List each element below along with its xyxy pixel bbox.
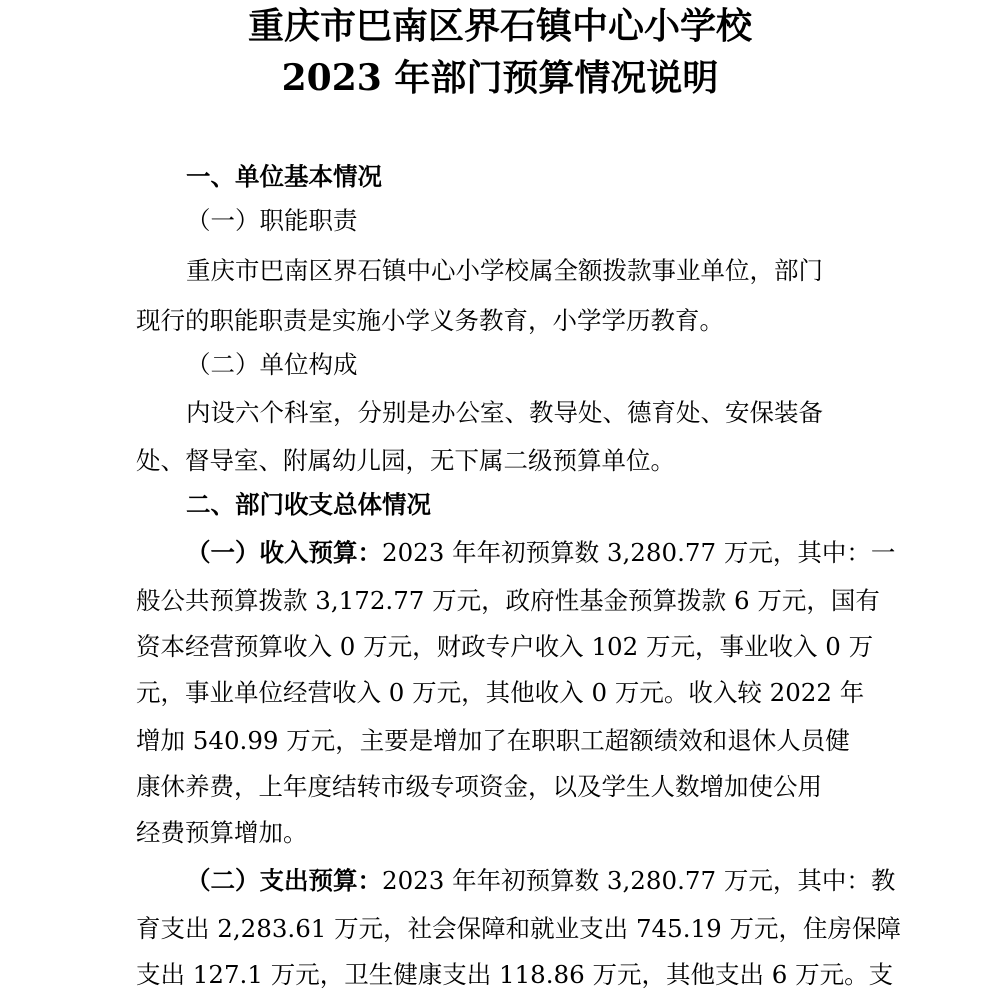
paragraph-line: 重庆市巴南区界石镇中心小学校属全额拨款事业单位，部门 bbox=[186, 256, 823, 285]
income-label: （一）收入预算： bbox=[186, 538, 382, 567]
expense-text: 2023 年年初预算数 3,280.77 万元，其中：教 bbox=[382, 866, 896, 895]
section-1-heading: 一、单位基本情况 bbox=[186, 162, 382, 191]
paragraph-line: 资本经营预算收入 0 万元，财政专户收入 102 万元，事业收入 0 万 bbox=[136, 632, 874, 661]
paragraph-line: 支出 127.1 万元，卫生健康支出 118.86 万元，其他支出 6 万元。支 bbox=[136, 960, 894, 989]
paragraph-line: 现行的职能职责是实施小学义务教育，小学学历教育。 bbox=[136, 306, 724, 335]
paragraph-line: 处、督导室、附属幼儿园，无下属二级预算单位。 bbox=[136, 446, 675, 475]
expense-paragraph-first-line bbox=[186, 866, 895, 896]
paragraph-line: 育支出 2,283.61 万元，社会保障和就业支出 745.19 万元，住房保障 bbox=[136, 914, 901, 943]
paragraph-line: 般公共预算拨款 3,172.77 万元，政府性基金预算拨款 6 万元，国有 bbox=[136, 586, 880, 615]
subsection-1-2-heading: （二）单位构成 bbox=[186, 350, 358, 379]
document-title-line-1: 重庆市巴南区界石镇中心小学校 bbox=[247, 5, 752, 47]
expense-label: （二）支出预算： bbox=[186, 866, 382, 895]
paragraph-line: 内设六个科室，分别是办公室、教导处、德育处、安保装备 bbox=[186, 398, 823, 427]
income-text: 2023 年年初预算数 3,280.77 万元，其中：一 bbox=[382, 538, 896, 567]
section-2-heading: 二、部门收支总体情况 bbox=[186, 490, 431, 519]
document-title-line-2: 2023 年部门预算情况说明 bbox=[281, 57, 719, 99]
paragraph-line: 元，事业单位经营收入 0 万元，其他收入 0 万元。收入较 2022 年 bbox=[136, 678, 865, 707]
subsection-1-1-heading: （一）职能职责 bbox=[186, 206, 358, 235]
income-paragraph-first-line bbox=[186, 538, 895, 568]
paragraph-line: 经费预算增加。 bbox=[136, 818, 308, 847]
paragraph-line: 增加 540.99 万元，主要是增加了在职职工超额绩效和退休人员健 bbox=[136, 726, 850, 755]
paragraph-line: 康休养费，上年度结转市级专项资金，以及学生人数增加使公用 bbox=[136, 772, 822, 801]
